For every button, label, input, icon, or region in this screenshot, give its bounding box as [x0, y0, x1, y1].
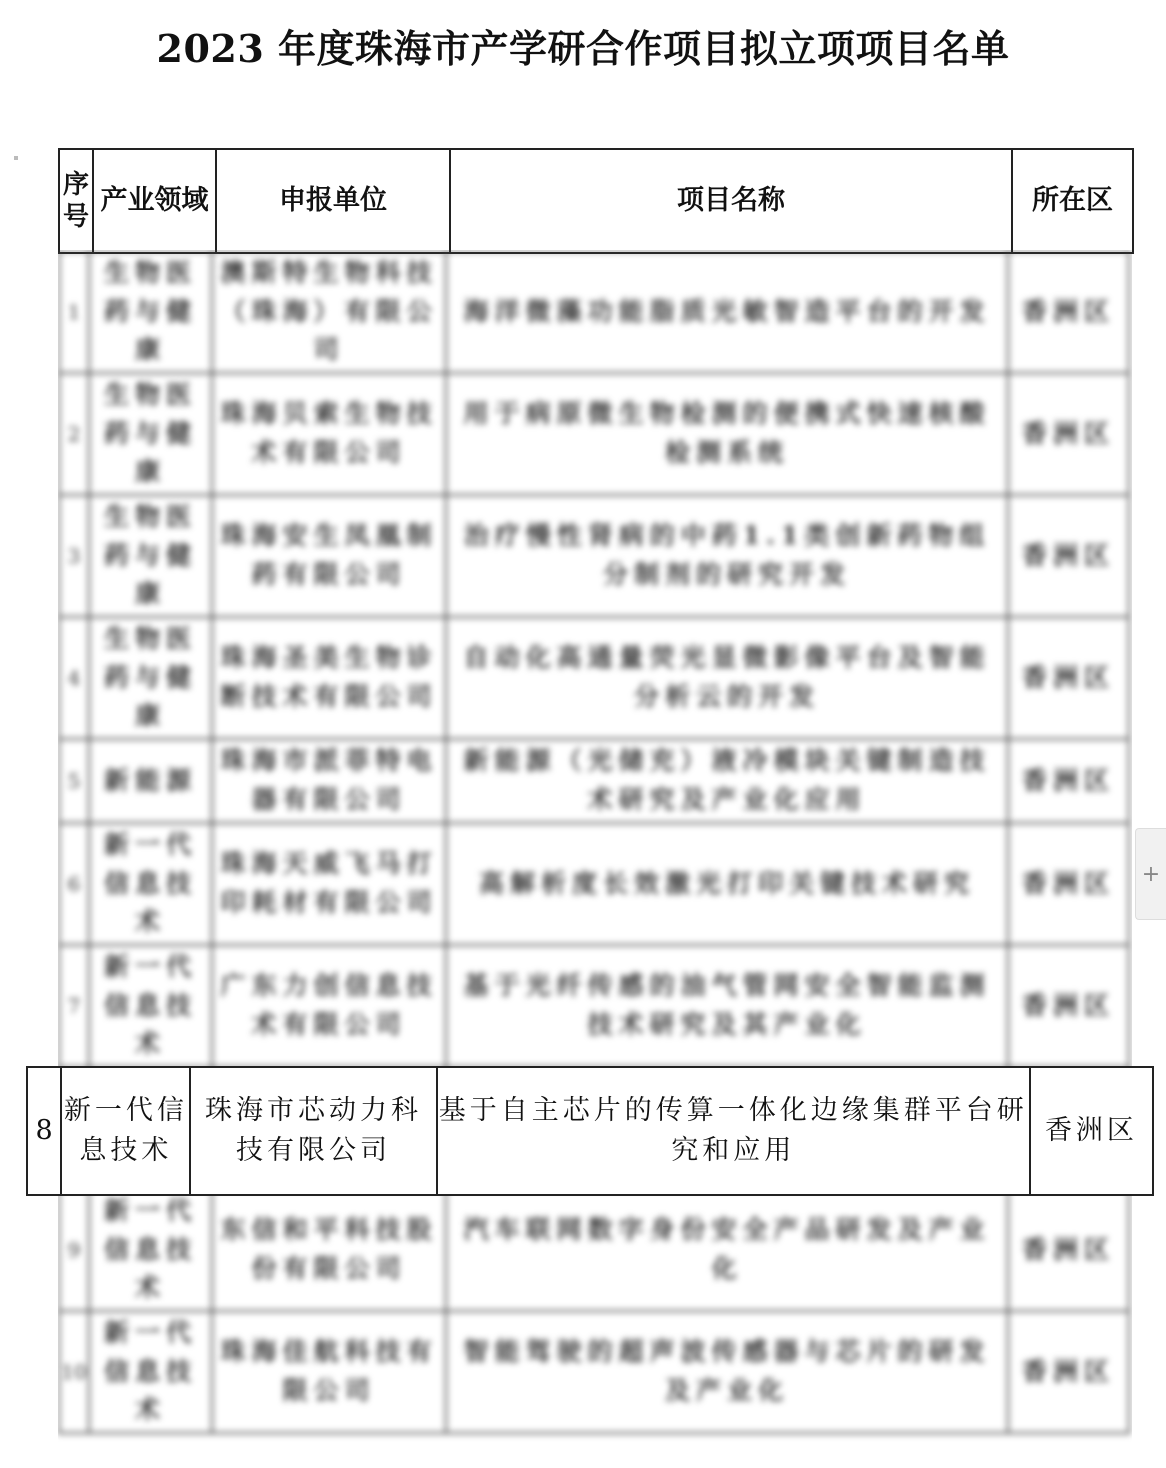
row-project: 汽车联网数字身份安全产品研发及产业化 [446, 1189, 1008, 1311]
row-unit: 广东力创信息技术有限公司 [212, 945, 446, 1067]
row-field: 生物医药与健康 [89, 251, 212, 373]
row-district: 香洲区 [1008, 739, 1129, 823]
row-seq: 5 [59, 739, 89, 823]
header-project: 项目名称 [450, 149, 1012, 253]
table-row [59, 251, 1129, 373]
table-row [59, 1189, 1129, 1311]
row-field: 新一代信息技术 [61, 1067, 190, 1195]
row-field: 新能源 [89, 739, 212, 823]
table-row [59, 823, 1129, 945]
table-row [59, 495, 1129, 617]
row-district: 香洲区 [1008, 373, 1129, 495]
row-field: 生物医药与健康 [89, 617, 212, 739]
row-field: 生物医药与健康 [89, 495, 212, 617]
row-project: 基于自主芯片的传算一体化边缘集群平台研究和应用 [437, 1067, 1030, 1195]
header-row [59, 149, 1133, 253]
row-field: 新一代信息技术 [89, 1311, 212, 1433]
row-seq: 3 [59, 495, 89, 617]
row-seq: 2 [59, 373, 89, 495]
row-seq: 6 [59, 823, 89, 945]
blurred-table-body [58, 250, 1132, 1442]
table-row [59, 617, 1129, 739]
row-seq: 4 [59, 617, 89, 739]
row-field: 新一代信息技术 [89, 1189, 212, 1311]
row-unit: 珠海安生凤凰制药有限公司 [212, 495, 446, 617]
row-project: 治疗慢性肾病的中药1.1类创新药物组分制剂的研究开发 [446, 495, 1008, 617]
row-unit: 珠海市芯动力科技有限公司 [190, 1067, 436, 1195]
row-project: 基于光纤传感的油气管网安全智能监测技术研究及其产业化 [446, 945, 1008, 1067]
row-project: 新能源（光储充）液冷模块关键制造技术研究及产业化应用 [446, 739, 1008, 823]
row-project: 用于病原微生物检测的便携式快速核酸检测系统 [446, 373, 1008, 495]
row-unit: 珠海天威飞马打印耗材有限公司 [212, 823, 446, 945]
table-row [59, 1311, 1129, 1433]
row-district: 香洲区 [1008, 1189, 1129, 1311]
row-district: 香洲区 [1008, 823, 1129, 945]
row-seq: 9 [59, 1189, 89, 1311]
row-unit: 珠海圣美生物诊断技术有限公司 [212, 617, 446, 739]
row-district: 香洲区 [1030, 1067, 1153, 1195]
document-title: 2023 年度珠海市产学研合作项目拟立项项目名单 [156, 26, 1010, 71]
row-district: 香洲区 [1008, 251, 1129, 373]
table-row [27, 1067, 1153, 1195]
table-header [58, 148, 1134, 254]
row-district: 香洲区 [1008, 945, 1129, 1067]
header-seq: 序号 [59, 149, 93, 253]
table-row [59, 945, 1129, 1067]
row-district: 香洲区 [1008, 617, 1129, 739]
row-seq: 7 [59, 945, 89, 1067]
row-project: 智能驾驶的超声波传感器与芯片的研发及产业化 [446, 1311, 1008, 1433]
row-unit: 珠海市派菲特电器有限公司 [212, 739, 446, 823]
page-edge-mark [14, 156, 18, 160]
row-seq: 10 [59, 1311, 89, 1433]
row-seq: 8 [27, 1067, 61, 1195]
row-district: 香洲区 [1008, 1311, 1129, 1433]
highlighted-row [26, 1066, 1154, 1196]
table-row [59, 373, 1129, 495]
row-seq: 1 [59, 251, 89, 373]
header-district: 所在区 [1012, 149, 1133, 253]
row-district: 香洲区 [1008, 495, 1129, 617]
plus-icon: + [1141, 861, 1161, 887]
row-project: 海洋微藻功能脂质光敏智造平台的开发 [446, 251, 1008, 373]
blurred-content [58, 250, 1128, 1434]
row-field: 生物医药与健康 [89, 373, 212, 495]
row-unit: 珠海贝索生物技术有限公司 [212, 373, 446, 495]
row-unit: 珠海佳航科技有限公司 [212, 1311, 446, 1433]
table-row [59, 739, 1129, 823]
expand-side-tab[interactable] [1135, 828, 1166, 920]
header-unit: 申报单位 [216, 149, 450, 253]
row-project: 自动化高通量荧光显微影像平台及智能分析云的开发 [446, 617, 1008, 739]
row-unit: 澳斯特生物科技（珠海）有限公司 [212, 251, 446, 373]
row-field: 新一代信息技术 [89, 945, 212, 1067]
row-field: 新一代信息技术 [89, 823, 212, 945]
header-field: 产业领域 [93, 149, 216, 253]
row-unit: 东信和平科技股份有限公司 [212, 1189, 446, 1311]
row-project: 高解析度长效激光打印关键技术研究 [446, 823, 1008, 945]
